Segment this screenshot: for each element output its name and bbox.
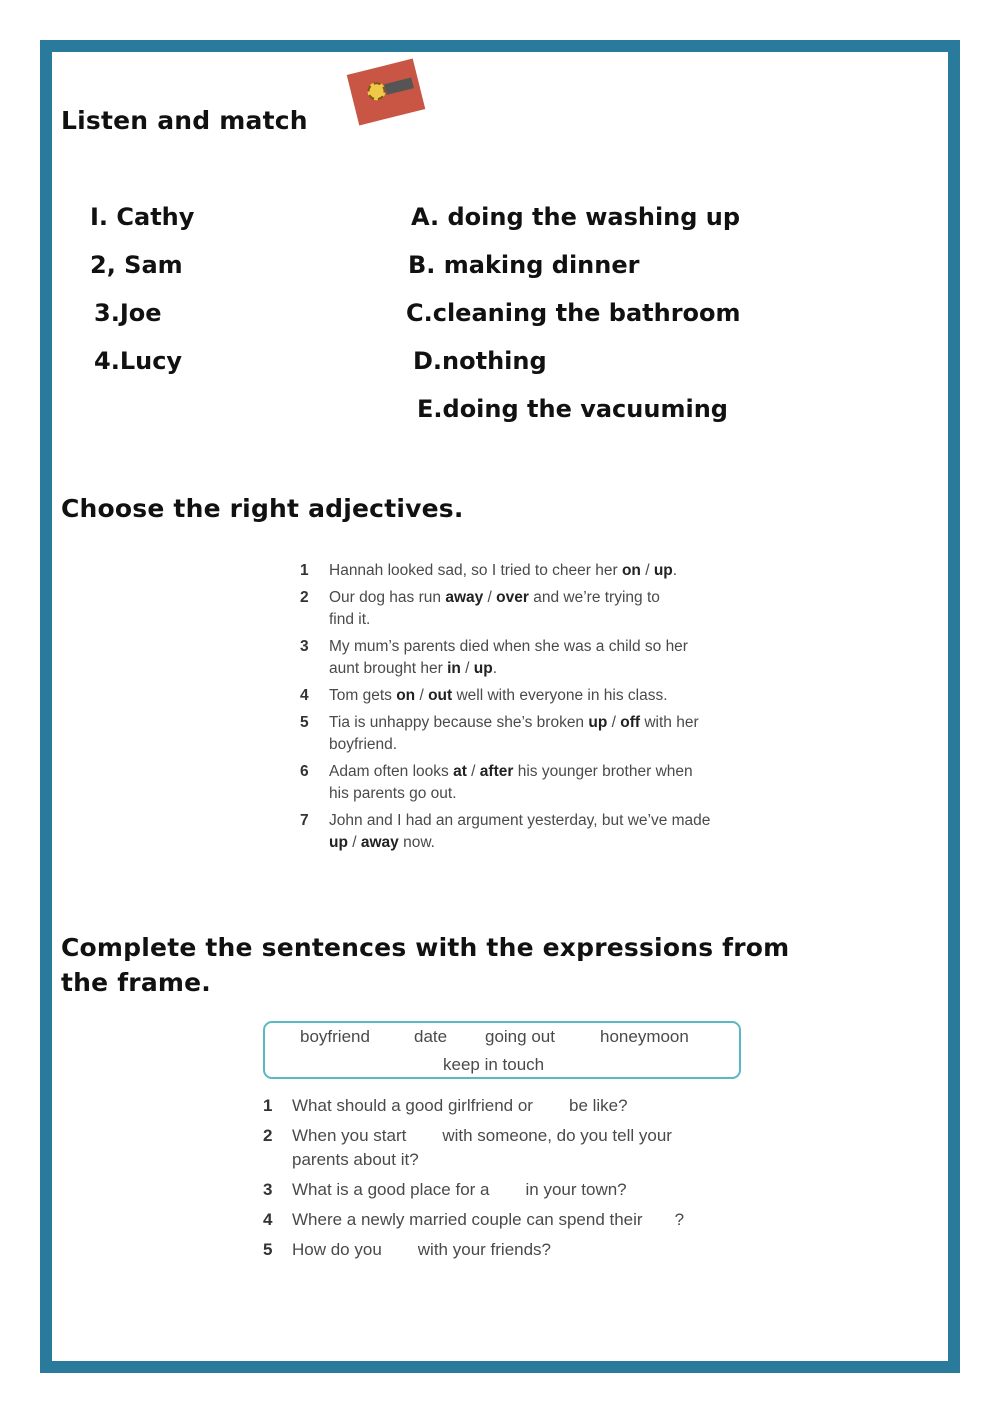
match-name-1: I. Cathy [90, 203, 195, 231]
option-out[interactable]: out [428, 687, 453, 704]
choose-adjectives-heading: Choose the right adjectives. [61, 494, 464, 523]
match-activity-c: C.cleaning the bathroom [406, 299, 741, 327]
option-after[interactable]: after [479, 763, 514, 780]
option-at[interactable]: at [453, 763, 467, 780]
option-off[interactable]: off [620, 714, 641, 731]
match-name-4: 4.Lucy [94, 347, 183, 375]
option-away[interactable]: away [445, 589, 484, 606]
listen-and-match-heading: Listen and match [61, 106, 308, 135]
option-on[interactable]: on [396, 687, 416, 704]
option-up[interactable]: up [473, 660, 493, 677]
item-number: 3 [300, 638, 309, 655]
complete-sentences-heading: Complete the sentences with the expressions from [61, 933, 790, 962]
list-item: 1 Hannah looked sad, so I tried to cheer her on / up. [300, 560, 730, 582]
item-number: 3 [263, 1180, 273, 1199]
item-number: 1 [263, 1096, 273, 1115]
list-item: 2 When you start with someone, do you tell your parents about it? [263, 1124, 753, 1172]
option-in[interactable]: in [447, 660, 461, 677]
word-frame [263, 1021, 741, 1079]
frame-word-keep-in-touch[interactable]: keep in touch [443, 1055, 545, 1074]
option-on[interactable]: on [621, 562, 641, 579]
list-item: 4 Where a newly married couple can spend their ? [263, 1208, 753, 1232]
option-up[interactable]: up [588, 714, 608, 731]
match-activity-a: A. doing the washing up [411, 203, 741, 231]
match-name-2: 2, Sam [90, 251, 183, 279]
list-item: 3 My mum’s parents died when she was a child so her aunt brought her in / up. [300, 636, 730, 680]
list-item: 5 Tia is unhappy because she’s broken up / off with her boyfriend. [300, 712, 730, 756]
list-item: 1 What should a good girlfriend or be like? [263, 1094, 753, 1118]
item-number: 2 [263, 1126, 273, 1145]
list-item: 7 John and I had an argument yesterday, but we’ve made up / away now. [300, 810, 730, 854]
option-over[interactable]: over [496, 589, 529, 606]
frame-word-date[interactable]: date [414, 1027, 448, 1046]
item-number: 6 [300, 763, 309, 780]
adjective-exercise-list [300, 560, 730, 859]
list-item: 5 How do you with your friends? [263, 1238, 753, 1262]
item-number: 4 [300, 687, 309, 704]
option-away[interactable]: away [360, 834, 399, 851]
item-number: 1 [300, 562, 309, 579]
item-number: 2 [300, 589, 309, 606]
option-up[interactable]: up [653, 562, 673, 579]
list-item: 3 What is a good place for a in your town? [263, 1178, 753, 1202]
frame-word-honeymoon[interactable]: honeymoon [600, 1027, 689, 1046]
match-name-3: 3.Joe [94, 299, 162, 327]
item-number: 4 [263, 1210, 273, 1229]
list-item: 6 Adam often looks at / after his younger brother when his parents go out. [300, 761, 730, 805]
item-number: 5 [300, 714, 309, 731]
frame-word-boyfriend[interactable]: boyfriend [300, 1027, 370, 1046]
option-up[interactable]: up [329, 834, 348, 851]
frame-word-going-out[interactable]: going out [485, 1027, 555, 1046]
match-activity-b: B. making dinner [408, 251, 640, 279]
item-number: 5 [263, 1240, 273, 1259]
sentence-exercise-list [263, 1094, 753, 1268]
match-activity-e: E.doing the vacuuming [417, 395, 728, 423]
match-activity-d: D.nothing [413, 347, 547, 375]
complete-sentences-heading-line2: the frame. [61, 968, 211, 997]
handle-shape [384, 77, 414, 94]
list-item: 4 Tom gets on / out well with everyone in his class. [300, 685, 730, 707]
list-item: 2 Our dog has run away / over and we’re trying to find it. [300, 587, 730, 631]
item-number: 7 [300, 812, 309, 829]
